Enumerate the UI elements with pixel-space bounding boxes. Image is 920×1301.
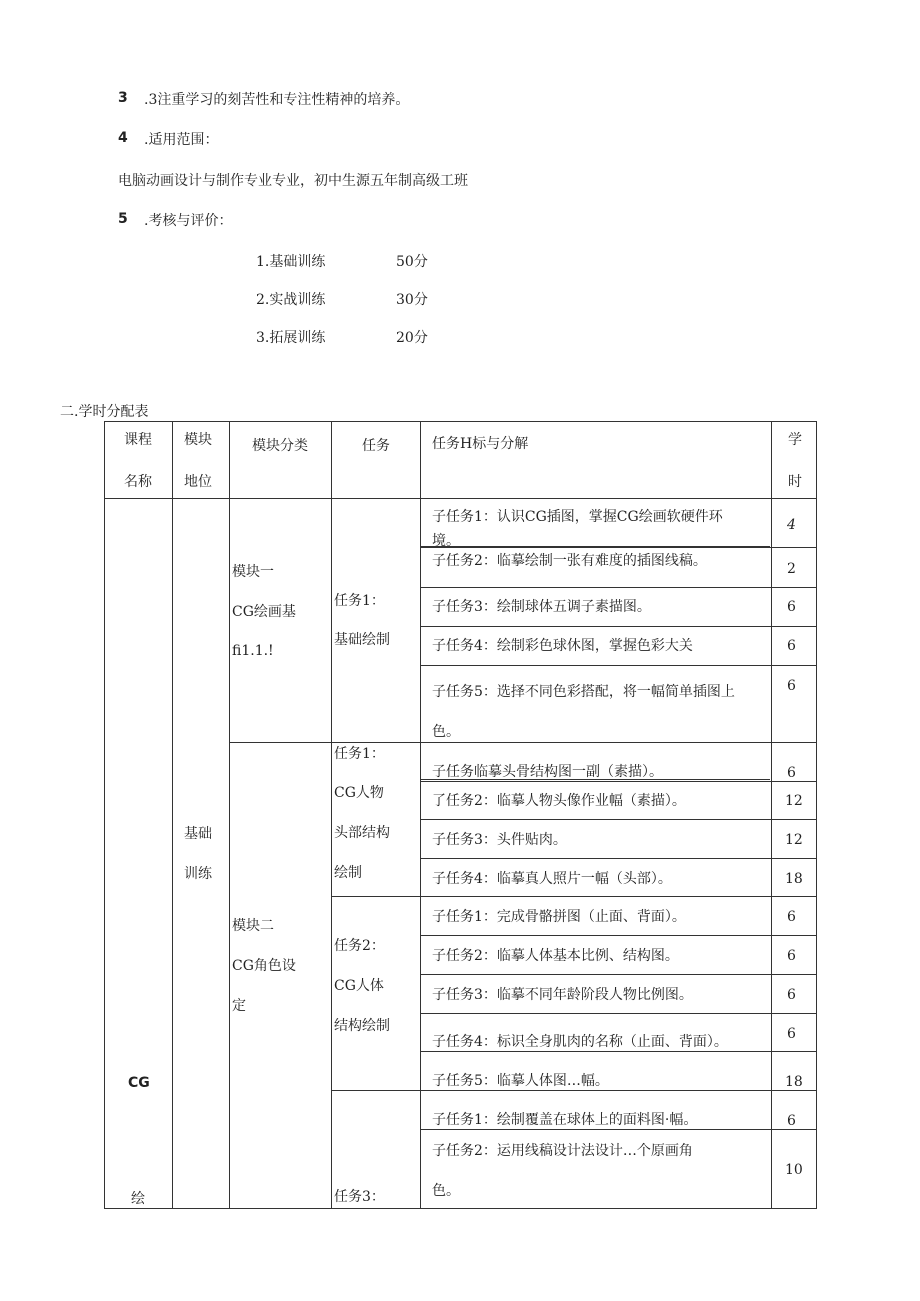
subtask-text: 子任务2：临摹人体基本比例、结构图。 <box>432 948 679 964</box>
subtask-text: 子任务5：选择不同色彩搭配，将一幅简单插图上 <box>432 684 735 700</box>
module-1-line: CG绘画基 <box>232 604 296 620</box>
subtask-hours: 6 <box>787 909 796 925</box>
subtask-text: 境。 <box>432 533 460 549</box>
subtask-hours: 6 <box>787 987 796 1003</box>
module-position-line: 训练 <box>184 866 212 882</box>
assessment-name: 3.拓展训练 <box>256 330 326 346</box>
subtask-text: 子任务临摹头骨结构图一副（素描）。 <box>432 764 663 780</box>
subtask-text: 子任务1：绘制覆盖在球体上的面料图·幅。 <box>432 1112 698 1128</box>
subtask-text: 子任务4：绘制彩色球休图，掌握色彩大关 <box>432 638 693 654</box>
task-2-line: 绘制 <box>334 865 362 881</box>
subtask-text: 子任务2：临摹绘制一张有难度的插图线稿。 <box>432 553 707 569</box>
subtask-text: 子任务1：完成骨骼拼图（止面、背面）。 <box>432 909 686 925</box>
header-module-type: 模块分类 <box>252 438 308 454</box>
subtask-hours: 6 <box>787 1026 796 1042</box>
module-1-line: 模块一 <box>232 564 274 580</box>
module-2-line: CG角色设 <box>232 958 296 974</box>
task-2-line: 头部结构 <box>334 825 390 841</box>
subtask-text: 子任务4：临摹真人照片一幅（头部）。 <box>432 871 672 887</box>
subtask-hours: 6 <box>787 948 796 964</box>
task-1-line: 基础绘制 <box>334 632 390 648</box>
task-4-line: 任务3： <box>334 1189 385 1205</box>
subtask-hours: 10 <box>785 1162 803 1178</box>
header-module-pos-2: 地位 <box>184 474 212 490</box>
course-name-line: CG <box>128 1075 150 1091</box>
header-hours-2: 时 <box>788 474 802 490</box>
subtask-hours: 18 <box>785 871 803 887</box>
subtask-text: 子任务3：临摹不同年龄阶段人物比例图。 <box>432 987 693 1003</box>
assessment-name: 2.实战训练 <box>256 292 326 308</box>
subtask-text: 色。 <box>432 724 460 740</box>
task-2-line: 任务1： <box>334 746 385 762</box>
header-course-1: 课程 <box>124 432 152 448</box>
module-2-line: 模块二 <box>232 918 274 934</box>
subtask-text: 子任务4：标识全身肌肉的名称（止面、背面）。 <box>432 1034 728 1050</box>
subtask-hours: 2 <box>787 561 796 577</box>
assessment-score: 20分 <box>396 330 428 346</box>
header-goal: 任务H标与分解 <box>432 436 529 452</box>
task-2-line: CG人物 <box>334 785 384 801</box>
header-course-2: 名称 <box>124 474 152 490</box>
item-5-number: 5 <box>118 211 128 227</box>
subtask-text: 色。 <box>432 1183 460 1199</box>
task-3-line: 结构绘制 <box>334 1018 390 1034</box>
item-3-number: 3 <box>118 90 128 106</box>
subtask-text: 子任务2：运用线稿设计法设计…个原画角 <box>432 1143 693 1159</box>
assessment-name: 1.基础训练 <box>256 254 326 270</box>
section-title: 二.学时分配表 <box>60 404 149 420</box>
task-3-line: 任务2： <box>334 938 385 954</box>
assessment-score: 30分 <box>396 292 428 308</box>
item-4-text: .适用范围： <box>144 132 219 148</box>
subtask-hours: 12 <box>785 793 803 809</box>
subtask-text: 子任务3：绘制球体五调子素描图。 <box>432 599 651 615</box>
subtask-hours: 18 <box>785 1074 803 1090</box>
header-task: 任务 <box>362 438 390 454</box>
assessment-score: 50分 <box>396 254 428 270</box>
header-hours-1: 学 <box>788 432 802 448</box>
course-name-line: 绘 <box>131 1191 145 1207</box>
subtask-hours: 12 <box>785 832 803 848</box>
subtask-text: 子任务3：头件贴肉。 <box>432 832 567 848</box>
subtask-hours: 4 <box>787 517 796 533</box>
scope-text: 电脑动画设计与制作专业专业，初中生源五年制高级工班 <box>118 173 468 189</box>
item-5-text: .考核与评价： <box>144 213 233 229</box>
subtask-text: 了任务2：临摹人物头像作业幅（素描）。 <box>432 793 686 809</box>
module-2-line: 定 <box>232 998 246 1014</box>
item-4-number: 4 <box>118 130 128 146</box>
subtask-hours: 6 <box>787 1113 796 1129</box>
header-module-pos-1: 模块 <box>184 432 212 448</box>
subtask-hours: 6 <box>787 765 796 781</box>
subtask-hours: 6 <box>787 599 796 615</box>
item-3-text: .3注重学习的刻苦性和专注性精神的培养。 <box>144 92 410 108</box>
subtask-hours: 6 <box>787 638 796 654</box>
module-1-line: fi1.1.! <box>232 643 274 659</box>
subtask-text: 子任务1：认识CG插图，掌握CG绘画软硬件环 <box>432 509 723 525</box>
task-3-line: CG人体 <box>334 978 384 994</box>
subtask-hours: 6 <box>787 678 796 694</box>
module-position-line: 基础 <box>184 826 212 842</box>
subtask-text: 子任务5：临摹人体图…幅。 <box>432 1073 609 1089</box>
task-1-line: 任务1： <box>334 593 385 609</box>
